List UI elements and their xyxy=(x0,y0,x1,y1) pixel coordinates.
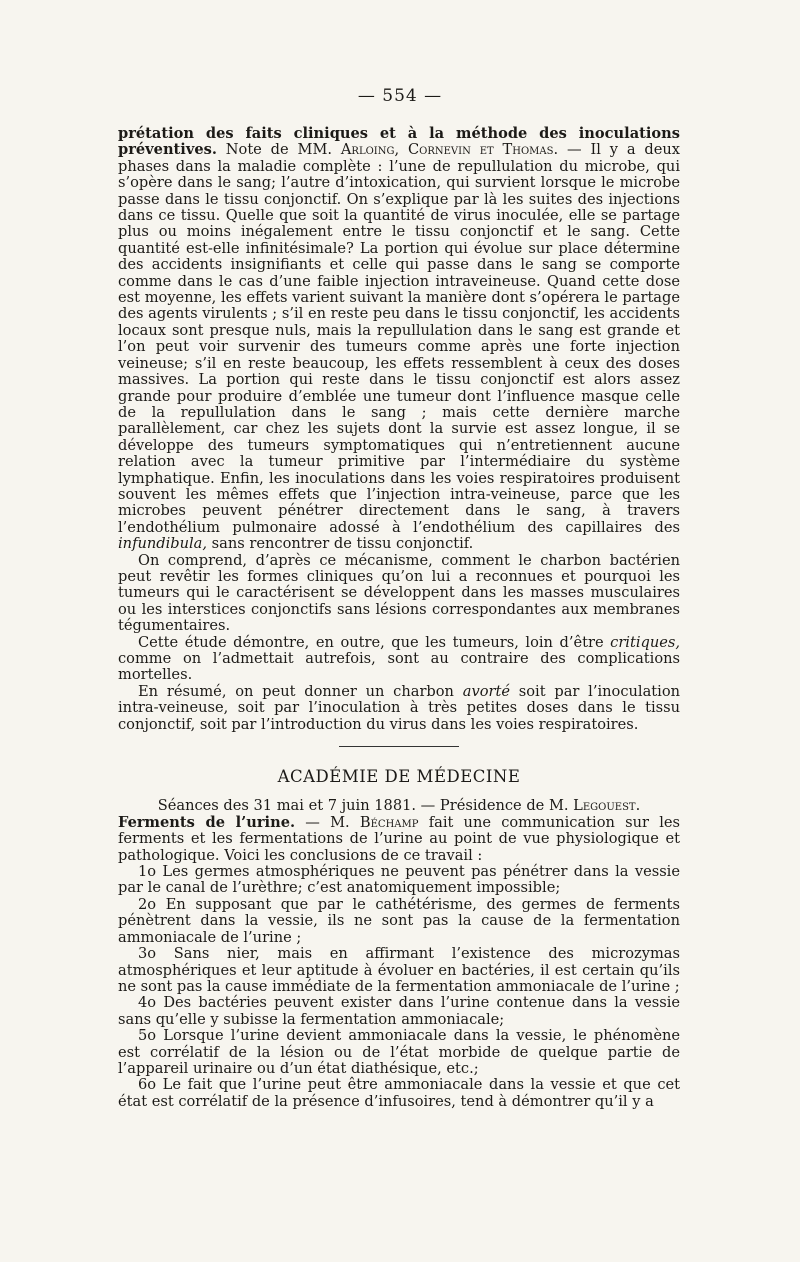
article-arloing-para-2: On comprend, d’après ce mécanisme, comment le charbon bactérien peut revêtir les formes cliniques qu’on lui a reconnues et pourquoi les tumeurs qui le caractérisent se développent dans les masses musculaires ou les interstices conjonctifs sans lésions correspondantes aux membranes tégumentaires. xyxy=(118,551,680,635)
page-number: — 554 — xyxy=(357,86,443,106)
article-arloing-para-4: En résumé, on peut donner un charbon avorté soit par l’inoculation intra-veineuse, soit par l’inoculation à très petites doses dans le tissu conjonctif, soit par l’introduction du virus dans les voies respiratoires. xyxy=(118,682,681,733)
conclusion-item-6: 6o Le fait que l’urine peut être ammoniacale dans la vessie et que cet état est corrélatif de la présence d’infusoires, tend à démontrer qu’il y a xyxy=(118,1076,680,1110)
conclusion-item-4: 4o Des bactéries peuvent exister dans l’urine contenue dans la vessie sans qu’elle y subisse la fermentation ammoniacale; xyxy=(118,994,680,1028)
session-line: Séances des 31 mai et 7 juin 1881. — Présidence de M. Legouest. xyxy=(157,797,641,815)
article-arloing-para-3: Cette étude démontre, en outre, que les tumeurs, loin d’être critiques, comme on l’admettait autrefois, sont au contraire des complications mortelles. xyxy=(118,633,680,684)
authors: Arloing, Cornevin et Thomas. xyxy=(340,141,559,159)
section-divider xyxy=(339,746,459,747)
article-arloing-para-1: prétation des faits cliniques et à la méthode des inoculations préventives. Note de MM. Arloing, Cornevin et Thomas. — Il y a deux phases dans la maladie complète : l’une de repullulation du microbe, qui s’opère dans le sang; l’autre d’intoxication, qui survient lorsque le microbe passe dans le tissu conjonctif. On s’explique par là les suites des injections dans ce tissu. Quelle que soit la quantité de virus inoculée, elle se partage plus ou moins inégalement entre le tissu conjonctif et le sang. Cette quantité est-elle infinitésimale? La portion qui évolue sur place détermine des accidents insignifiants et celle qui passe dans le sang se comporte comme dans le cas d’une faible injection intraveineuse. Quand cette dose est moyenne, les effets varient suivant la manière dont s’opérera le partage des agents virulents ; s’il en reste peu dans le tissu conjonctif, les accidents locaux sont presque nuls, mais la repullulation dans le sang est grande et l’on peut voir survenir des tumeurs comme après une forte injection veineuse; s’il en reste beaucoup, les effets ressemblent à ceux des doses massives. La portion qui reste dans le tissu conjonctif est alors assez grande pour produire d’emblée une tumeur dont l’influence masque celle de la repullulation dans le sang ; mais cette dernière marche parallèlement, car chez les sujets dont la survie est assez longue, il se développe des tumeurs symptomatiques qui n’entretiennent aucune relation avec la tumeur primitive par l’intermédiaire du système lymphatique. Enfin, les inoculations dans les voies respiratoires produisent souvent les mêmes effets que l’injection intra-veineuse, parce que les microbes peuvent pénétrer directement dans le sang, à travers l’endothélium pulmonaire adossé à l’endothélium des capillaires des infundibula, sans rencontrer de tissu conjonctif. xyxy=(118,125,680,553)
conclusion-item-2: 2o En supposant que par le cathétérisme, des germes de ferments pénètrent dans la vessie, ils ne sont pas la cause de la fermentation ammoniacale de l’urine ; xyxy=(118,895,680,946)
article-bechamp-lead: Ferments de l’urine. — M. Béchamp fait une communication sur les ferments et les fermentations de l’urine au point de vue physiologique et pathologique. Voici les conclusions de ce travail : xyxy=(118,813,680,864)
president-name: Legouest. xyxy=(573,797,641,815)
conclusion-item-1: 1o Les germes atmosphériques ne peuvent pas pénétrer dans la vessie par le canal de l’urèthre; c’est anatomiquement impossible; xyxy=(118,863,680,897)
section-heading: ACADÉMIE DE MÉDECINE xyxy=(277,767,521,787)
author: Béchamp xyxy=(359,813,419,831)
conclusion-item-5: 5o Lorsque l’urine devient ammoniacale dans la vessie, le phénomène est corrélatif de la lésion ou de l’état morbide de quelque partie de l’appareil urinaire ou d’un état diathésique, etc.; xyxy=(118,1027,680,1077)
article-title: Ferments de l’urine. xyxy=(118,813,296,831)
text-column xyxy=(118,126,680,1110)
article-title-continued: prétation des faits cliniques et à la méthode des inoculations préventives. xyxy=(118,125,680,159)
conclusion-item-3: 3o Sans nier, mais en affirmant l’existence des microzymas atmosphériques et leur aptitude à évoluer en bactéries, il est certain qu’ils ne sont pas la cause immédiate de la fermentation ammoniacale de l’urine ; xyxy=(118,945,680,995)
